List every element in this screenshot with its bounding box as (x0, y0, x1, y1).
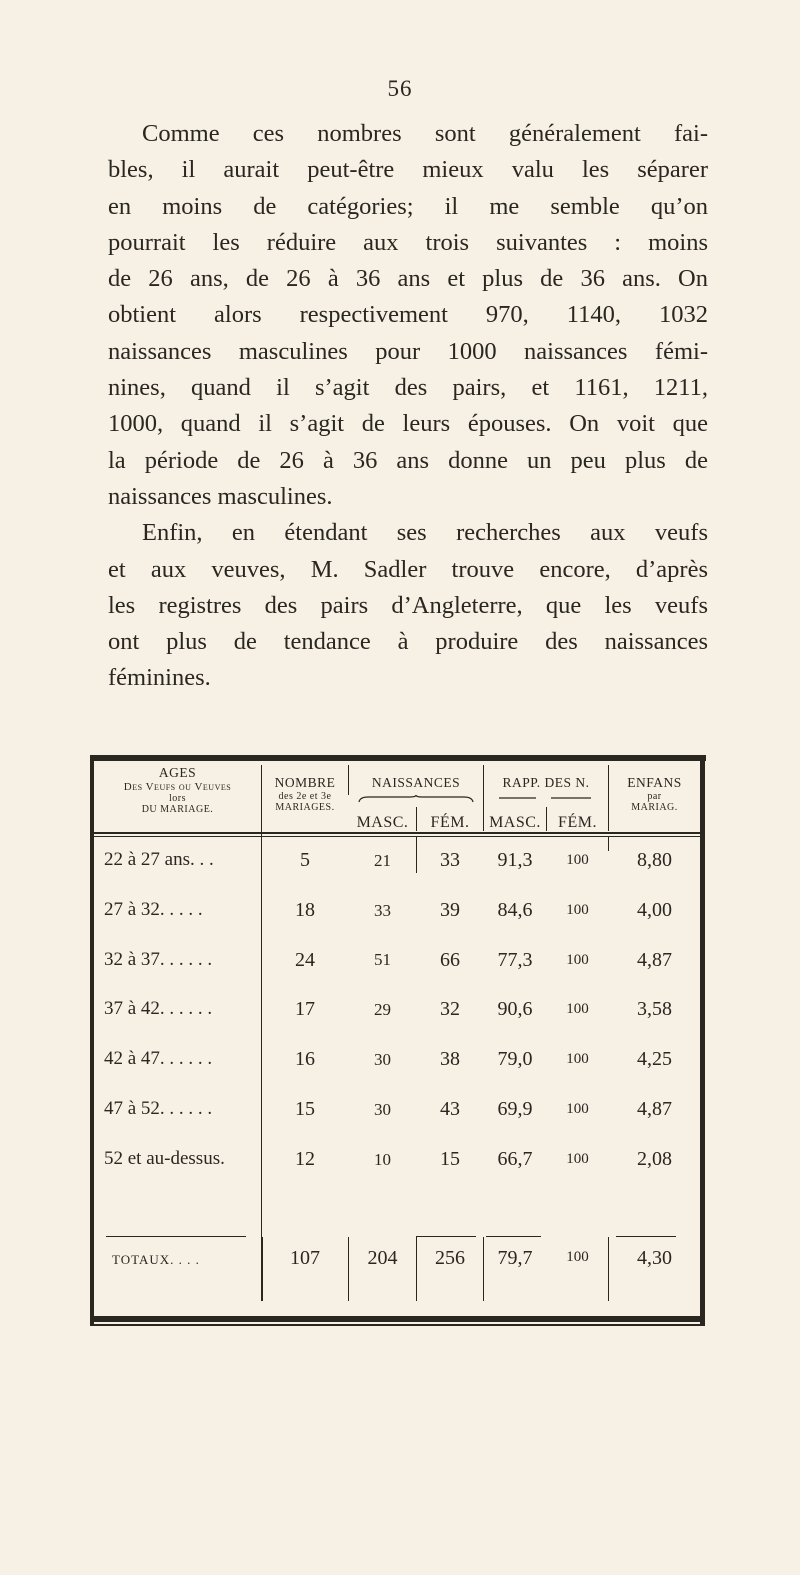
table-cell-rapp-masc: 90,6 (497, 998, 533, 1021)
totals-masc: 204 (367, 1247, 398, 1269)
table-cell-nombre: 24 (295, 948, 315, 971)
brace-icon (491, 795, 601, 803)
header-ages-sub: DU MARIAGE. (141, 804, 214, 815)
table-frame-right (700, 755, 705, 1325)
table-cell-rapp-fem: 100 (566, 1150, 589, 1167)
text-line: en moins de catégories; il me semble qu’on (108, 192, 708, 220)
table-cell-fem: 43 (440, 1098, 460, 1120)
table-cell-nombre: 18 (295, 898, 315, 921)
text-line: de 26 ans, de 26 à 36 ans et plus de 36 ans. On (108, 265, 708, 293)
table-cell-nombre: 16 (295, 1048, 315, 1071)
table-frame-top (90, 755, 706, 761)
table-cell-age: 27 à 32. . . . . (104, 898, 203, 920)
table-cell-rapp-fem: 100 (566, 1051, 589, 1068)
table-cell-enfans: 4,00 (637, 898, 672, 921)
text-line: ont plus de tendance à produire des naissances (108, 628, 708, 656)
table-cell-rapp-masc: 79,0 (497, 1048, 533, 1071)
text-line: 1000, quand il s’agit de leurs épouses. On voit que (108, 410, 708, 438)
header-rapp-title: RAPP. DES N. (502, 775, 590, 790)
table-cell-age: 32 à 37. . . . . . (104, 948, 213, 970)
table-cell-rapp-fem: 100 (566, 1001, 589, 1018)
header-ages (94, 765, 261, 815)
text-line: naissances masculines. (108, 482, 333, 510)
header-fem: FÉM. (430, 814, 470, 831)
header-rapp-fem: FÉM. (558, 814, 597, 831)
text-line: Comme ces nombres sont généralement fai- (142, 120, 708, 147)
table-cell-enfans: 4,87 (637, 948, 672, 971)
text-line: et aux veuves, M. Sadler trouve encore, d’après (108, 555, 708, 583)
table-cell-age: 37 à 42. . . . . . (104, 998, 213, 1020)
table-cell-masc: 30 (374, 1099, 391, 1119)
table-cell-fem: 15 (440, 1147, 460, 1170)
totals-fem: 256 (435, 1247, 465, 1269)
header-ages-sub: lors (169, 793, 186, 804)
text-line: obtient alors respectivement 970, 1140, 1032 (108, 301, 708, 329)
header-ages-title: AGES (158, 765, 197, 780)
header-enfans-title: ENFANS (627, 775, 682, 790)
table-frame-bottom-double (90, 1324, 705, 1326)
text-line: pourrait les réduire aux trois suivantes : moins (108, 228, 708, 256)
header-enfans (609, 775, 700, 813)
header-ages-sub: Des Veufs ou Veuves (123, 781, 232, 793)
table-cell-fem: 66 (440, 948, 460, 971)
table-cell-fem: 38 (440, 1048, 460, 1071)
header-nombre (262, 775, 348, 813)
table-cell-enfans: 3,58 (637, 998, 672, 1021)
table-cell-age: 42 à 47. . . . . . (104, 1048, 213, 1070)
totals-enfans: 4,30 (637, 1247, 672, 1269)
paragraph-2 (108, 515, 708, 696)
table-cell-age: 47 à 52. . . . . . (104, 1098, 213, 1119)
table-cell-enfans: 2,08 (637, 1147, 672, 1170)
totals-rapp-fem: 100 (566, 1249, 589, 1265)
header-naissances (349, 775, 483, 791)
table-frame-left (90, 755, 94, 1325)
table-cell-rapp-fem: 100 (566, 901, 589, 918)
table-cell-enfans: 4,87 (637, 1098, 672, 1120)
table-cell-rapp-masc: 91,3 (497, 849, 533, 871)
header-masc: MASC. (356, 814, 409, 831)
table-cell-rapp-masc: 84,6 (497, 898, 533, 921)
table-frame-bottom (90, 1316, 705, 1322)
table-cell-enfans: 8,80 (637, 849, 672, 871)
table-cell-nombre: 5 (300, 849, 310, 871)
header-rule (94, 836, 700, 837)
header-nombre-title: NOMBRE (274, 775, 336, 790)
brace-icon (358, 795, 474, 803)
header-nombre-sub: MARIAGES. (275, 802, 335, 813)
totals-rule (616, 1236, 676, 1237)
table-cell-fem: 32 (440, 998, 460, 1021)
table-cell-masc: 30 (374, 1050, 391, 1069)
table-cell-enfans: 4,25 (637, 1048, 672, 1071)
table-cell-masc: 10 (374, 1149, 391, 1169)
totals-nombre: 107 (290, 1247, 320, 1269)
header-rapp (484, 775, 608, 791)
table-cell-rapp-masc: 66,7 (497, 1147, 533, 1170)
paragraph-1 (108, 116, 708, 515)
table-cell-rapp-masc: 69,9 (497, 1098, 533, 1120)
table-cell-fem: 39 (440, 898, 460, 921)
table-cell-masc: 29 (374, 1000, 391, 1020)
page-number: 56 (387, 76, 413, 101)
table-cell-masc: 33 (374, 900, 391, 920)
statistics-table (86, 755, 712, 1575)
header-naissances-title: NAISSANCES (371, 775, 461, 790)
text-line: nines, quand il s’agit des pairs, et 1161, 1211, (108, 374, 708, 402)
table-cell-age: 22 à 27 ans. . . (104, 849, 214, 870)
column-divider (261, 765, 262, 1301)
header-rule (94, 832, 700, 834)
table-cell-nombre: 17 (295, 998, 315, 1021)
totals-rule (486, 1236, 541, 1237)
text-line: féminines. (108, 664, 211, 692)
table-cell-fem: 33 (440, 849, 460, 871)
table-cell-rapp-masc: 77,3 (497, 948, 533, 971)
text-line: la période de 26 à 36 ans donne un peu plus de (108, 446, 708, 474)
table-cell-nombre: 12 (295, 1147, 315, 1170)
header-nombre-sub: des 2e et 3e (278, 791, 332, 802)
table-cell-masc: 51 (374, 950, 391, 970)
text-line: bles, il aurait peut-être mieux valu les séparer (108, 156, 708, 184)
text-line: Enfin, en étendant ses recherches aux veufs (142, 519, 708, 547)
totals-rapp-masc: 79,7 (497, 1247, 533, 1269)
header-rapp-masc: MASC. (489, 814, 541, 831)
text-line: les registres des pairs d’Angleterre, que les veufs (108, 591, 708, 619)
totals-rule (416, 1236, 476, 1237)
header-enfans-sub: par (647, 791, 662, 802)
header-enfans-sub: MARIAG. (631, 802, 678, 813)
table-cell-rapp-fem: 100 (566, 852, 589, 868)
text-line: naissances masculines pour 1000 naissances fémi- (108, 337, 708, 365)
table-cell-age: 52 et au-dessus. (104, 1147, 225, 1169)
body-text (108, 116, 708, 697)
table-cell-nombre: 15 (295, 1098, 315, 1120)
totals-label: TOTAUX. . . . (112, 1252, 200, 1267)
totals-rule (106, 1236, 246, 1237)
table-cell-masc: 21 (374, 850, 391, 870)
table-cell-rapp-fem: 100 (566, 1101, 589, 1117)
table-cell-rapp-fem: 100 (566, 951, 589, 968)
